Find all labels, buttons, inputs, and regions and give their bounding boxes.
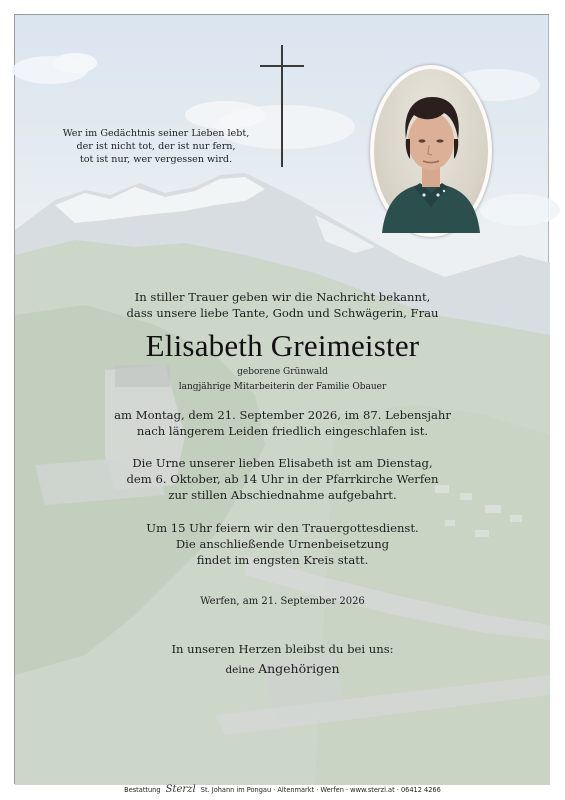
death-announcement: [15, 407, 550, 439]
relatives-prefix: deine: [225, 664, 255, 676]
relatives-name: Angehörigen: [258, 661, 340, 676]
viewing-details: [15, 455, 550, 503]
quote-line: Wer im Gedächtnis seiner Lieben lebt,: [62, 128, 250, 139]
service-line: Um 15 Uhr feiern wir den Trauergottesdienst.: [146, 521, 419, 535]
portrait-frame: [370, 65, 492, 237]
closing-line: In unseren Herzen bleibst du bei uns:: [171, 642, 394, 656]
viewing-line: Die Urne unserer lieben Elisabeth ist am Dienstag,: [132, 456, 433, 470]
funeral-home-logo: Sterzl: [165, 784, 196, 795]
quote-line: tot ist nur, wer vergessen wird.: [79, 154, 233, 165]
intro-line: In stiller Trauer geben wir die Nachricht bekannt,: [134, 290, 431, 304]
service-line: Die anschließende Urnenbeisetzung: [175, 537, 390, 551]
announcement-line: nach längerem Leiden friedlich eingeschlafen ist.: [136, 424, 429, 438]
birth-name: geborene Grünwald: [237, 367, 328, 377]
deceased-name: Elisabeth Greimeister: [145, 328, 420, 363]
intro-line: dass unsere liebe Tante, Godn und Schwägerin, Frau: [126, 306, 439, 320]
intro-text: [15, 289, 550, 321]
viewing-line: dem 6. Oktober, ab 14 Uhr in der Pfarrkirche Werfen: [126, 472, 439, 486]
obituary-card: [14, 14, 549, 795]
viewing-line: zur stillen Abschiednahme aufgebahrt.: [168, 488, 397, 502]
place-date: Werfen, am 21. September 2026: [200, 596, 365, 607]
announcement-line: am Montag, dem 21. September 2026, im 87. Lebensjahr: [114, 408, 451, 422]
service-details: [15, 520, 550, 568]
quote-line: der ist nicht tot, der ist nur fern,: [76, 141, 236, 152]
funeral-home-footer: [15, 785, 550, 795]
footer-prefix: Bestattung: [124, 786, 161, 794]
deceased-role: langjährige Mitarbeiterin der Familie Obauer: [178, 382, 387, 392]
memorial-quote: [15, 127, 297, 166]
relatives-signature: [15, 661, 550, 678]
portrait-photo: [374, 69, 488, 233]
footer-details: St. Johann im Pongau · Altenmarkt · Werfen · www.sterzl.at · 06412 4266: [200, 786, 441, 794]
service-line: findet im engsten Kreis statt.: [196, 553, 369, 567]
